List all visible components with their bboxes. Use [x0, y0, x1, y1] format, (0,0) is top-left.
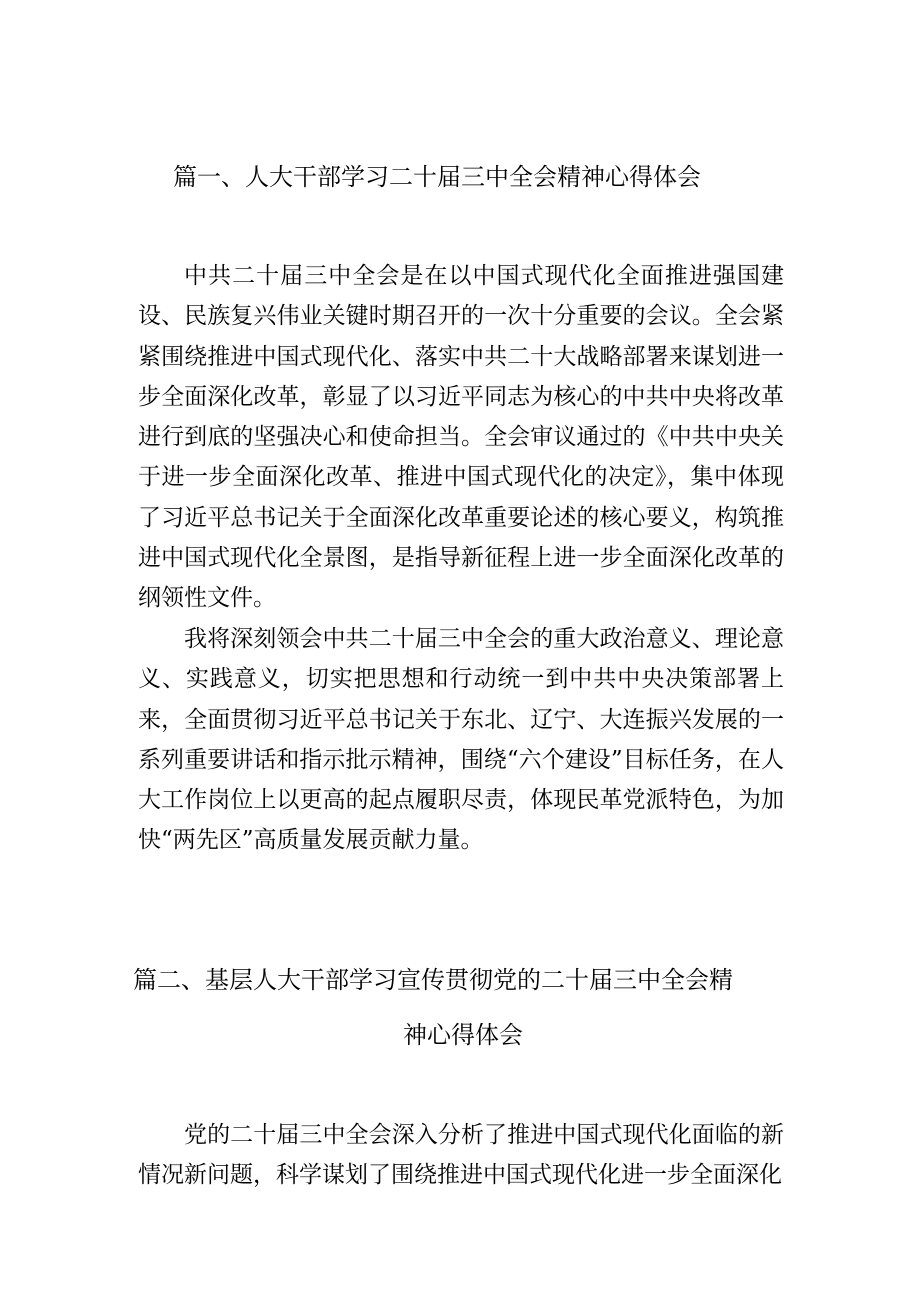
section-1-paragraph-1: 中共二十届三中全会是在以中国式现代化全面推进强国建设、民族复兴伟业关键时期召开的一次十分重要的会议。全会紧紧围绕推进中国式现代化、落实中共二十大战略部署来谋划进一步全面深化改革，彰显了以习近平同志为核心的中共中央将改革进行到底的坚强决心和使命担当。全会审议通过的《中共中央关于进一步全面深化改革、推进中国式现代化的决定》，集中体现了习近平总书记关于全面深化改革重要论述的核心要义，构筑推进中国式现代化全景图，是指导新征程上进一步全面深化改革的纲领性文件。	[138, 263, 784, 612]
section-1-paragraph-2: 我将深刻领会中共二十届三中全会的重大政治意义、理论意义、实践意义，切实把思想和行动统一到中共中央决策部署上来，全面贯彻习近平总书记关于东北、辽宁、大连振兴发展的一系列重要讲话和指示批示精神，围绕“六个建设”目标任务，在人大工作岗位上以更高的起点履职尽责，体现民革党派特色，为加快“两先区”高质量发展贡献力量。	[138, 626, 784, 854]
section-2-title-line-2: 神心得体会	[403, 1021, 523, 1049]
section-2-title-line-1: 篇二、基层人大干部学习宣传贯彻党的二十届三中全会精	[133, 966, 733, 994]
section-2-paragraph-1: 党的二十届三中全会深入分析了推进中国式现代化面临的新情况新问题，科学谋划了围绕推进中国式现代化进一步全面深化	[138, 1122, 784, 1189]
section-1-title: 篇一、人大干部学习二十届三中全会精神心得体会	[173, 163, 701, 191]
